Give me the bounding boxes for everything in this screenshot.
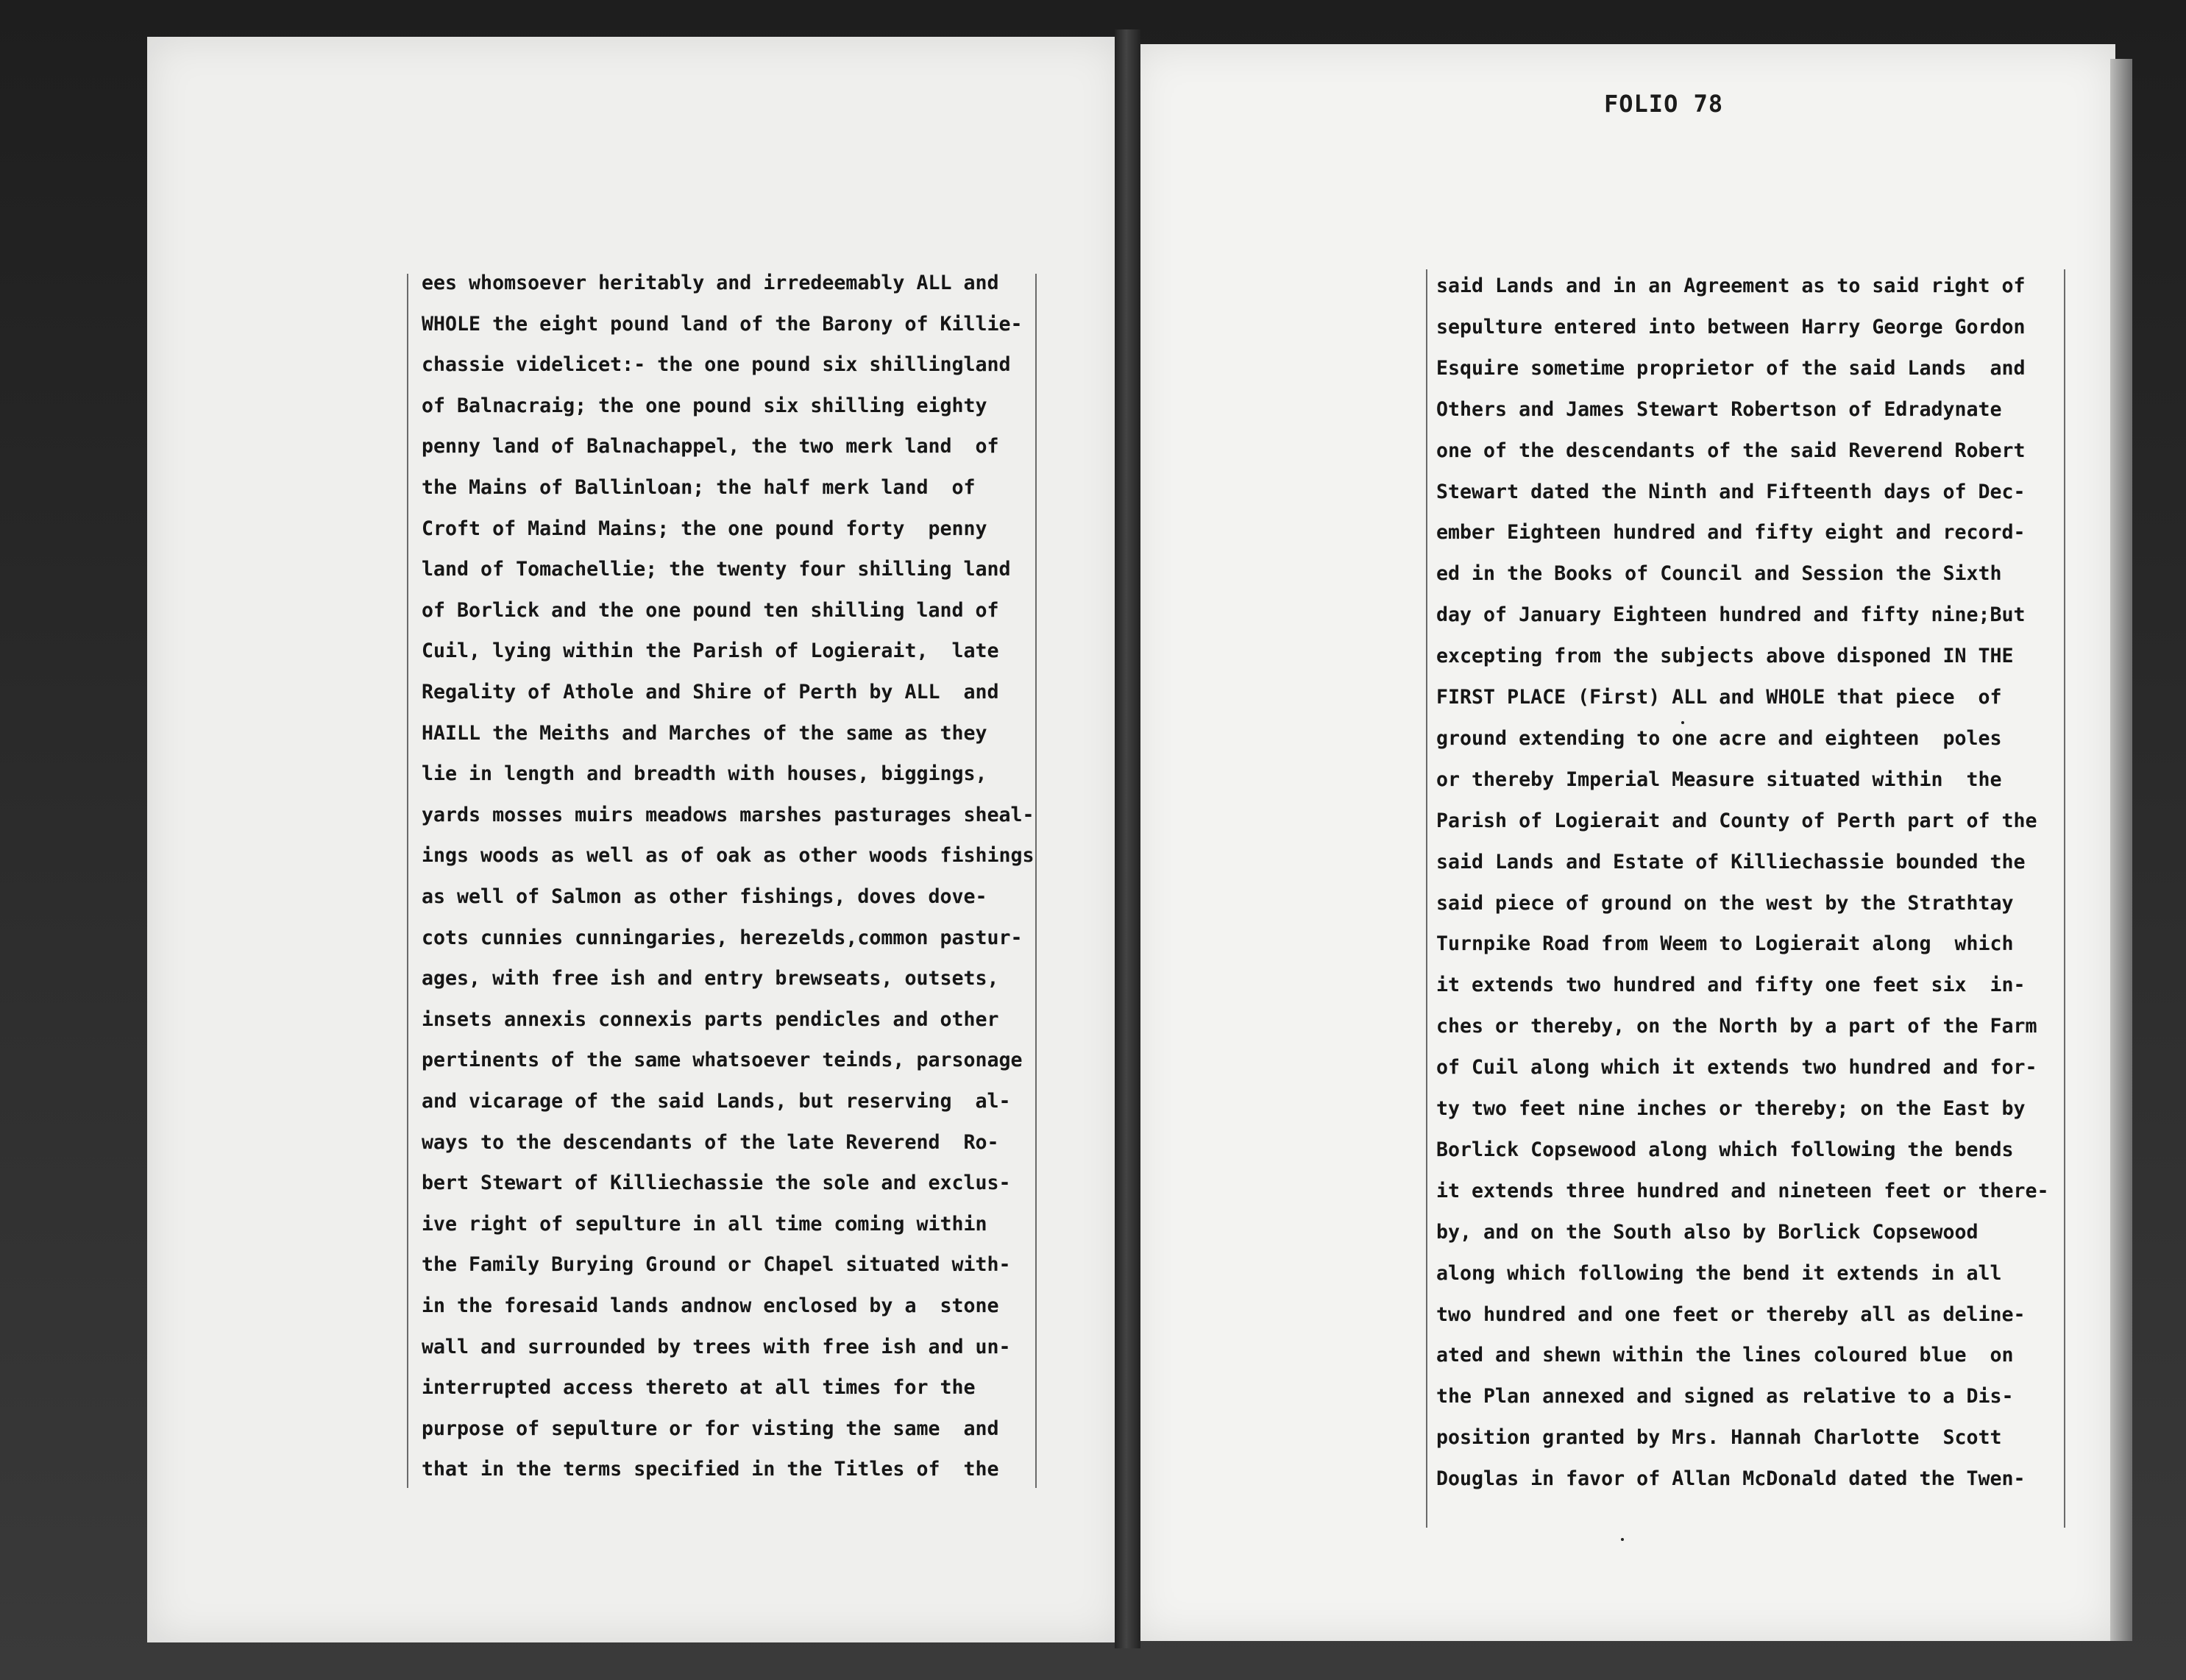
ink-speck — [1621, 1538, 1624, 1541]
text-line: ways to the descendants of the late Reverend Ro- — [422, 1130, 999, 1154]
left-text-column — [407, 274, 1037, 1488]
text-line: Borlick Copsewood along which following the bends — [1436, 1138, 2014, 1161]
text-line: penny land of Balnachappel, the two merk land of — [422, 435, 999, 458]
text-line: interrupted access thereto at all times for the — [422, 1376, 976, 1400]
text-line: Douglas in favor of Allan McDonald dated the Twen- — [1436, 1467, 2026, 1491]
text-line: it extends three hundred and nineteen feet or there- — [1436, 1179, 2049, 1202]
text-line: insets annexis connexis parts pendicles and other — [422, 1007, 999, 1031]
text-line: day of January Eighteen hundred and fifty nine;But — [1436, 603, 2026, 627]
text-line: ember Eighteen hundred and fifty eight and record- — [1436, 521, 2026, 545]
text-line: purpose of sepulture or for visting the same and — [422, 1417, 999, 1440]
text-line: cots cunnies cunningaries, herezelds,common pastur- — [422, 926, 1023, 949]
text-line: the Family Burying Ground or Chapel situated with- — [422, 1253, 1011, 1277]
text-line: pertinents of the same whatsoever teinds, parsonage — [422, 1049, 1023, 1072]
text-line: said piece of ground on the west by the Strathtay — [1436, 891, 2014, 915]
text-line: or thereby Imperial Measure situated within the — [1436, 768, 2002, 791]
text-line: along which following the bend it extends in all — [1436, 1261, 2002, 1285]
text-line: that in the terms specified in the Titles of the — [422, 1458, 999, 1481]
text-line: said Lands and Estate of Killiechassie bounded the — [1436, 850, 2026, 873]
text-line: of Balnacraig; the one pound six shilling eighty — [422, 394, 987, 417]
text-line: Turnpike Road from Weem to Logierait along which — [1436, 932, 2014, 956]
text-line: as well of Salmon as other fishings, doves dove- — [422, 885, 987, 908]
text-line: ages, with free ish and entry brewseats, outsets, — [422, 967, 999, 990]
text-line: wall and surrounded by trees with free ish and un- — [422, 1335, 1011, 1358]
text-line: Regality of Athole and Shire of Perth by ALL and — [422, 681, 999, 703]
text-line: Parish of Logierait and County of Perth part of the — [1436, 809, 2037, 832]
text-line: ated and shewn within the lines coloured blue on — [1436, 1344, 2014, 1367]
text-line: Croft of Maind Mains; the one pound forty penny — [422, 517, 987, 540]
text-line: chassie videlicet:- the one pound six shillingland — [422, 353, 1011, 377]
text-line: ches or thereby, on the North by a part of the Farm — [1436, 1015, 2037, 1038]
text-line: Cuil, lying within the Parish of Logierait, late — [422, 639, 999, 663]
text-line: of Cuil along which it extends two hundred and for- — [1436, 1056, 2037, 1080]
text-line: in the foresaid lands andnow enclosed by a stone — [422, 1294, 999, 1317]
text-line: the Plan annexed and signed as relative to a Dis- — [1436, 1385, 2014, 1408]
text-line: WHOLE the eight pound land of the Barony of Killie- — [422, 312, 1023, 336]
text-line: ees whomsoever heritably and irredeemably ALL and — [422, 272, 999, 294]
text-line: ings woods as well as of oak as other woods fishings — [422, 844, 1035, 868]
folio-number: FOLIO 78 — [1604, 90, 1724, 118]
text-line: Esquire sometime proprietor of the said Lands and — [1436, 356, 2026, 380]
book-gutter — [1115, 29, 1140, 1648]
text-line: and vicarage of the said Lands, but reserving al- — [422, 1090, 1011, 1113]
text-line: bert Stewart of Killiechassie the sole and exclus- — [422, 1172, 1011, 1195]
text-line: yards mosses muirs meadows marshes pasturages sheal- — [422, 803, 1035, 826]
ink-speck — [1681, 721, 1684, 724]
text-line: two hundred and one feet or thereby all as deline- — [1436, 1302, 2026, 1326]
right-text-column — [1426, 269, 2065, 1528]
text-line: said Lands and in an Agreement as to said right of — [1436, 274, 2026, 297]
text-line: HAILL the Meiths and Marches of the same as they — [422, 721, 987, 745]
text-line: of Borlick and the one pound ten shilling land of — [422, 598, 999, 622]
text-line: excepting from the subjects above disponed IN THE — [1436, 645, 2014, 668]
text-line: ty two feet nine inches or thereby; on the East by — [1436, 1097, 2026, 1120]
text-line: lie in length and breadth with houses, biggings, — [422, 762, 987, 786]
text-line: Stewart dated the Ninth and Fifteenth days of Dec- — [1436, 480, 2026, 503]
text-line: Others and James Stewart Robertson of Edradynate — [1436, 397, 2002, 421]
page-edge — [2110, 59, 2132, 1641]
text-line: FIRST PLACE (First) ALL and WHOLE that piece of — [1436, 686, 2002, 709]
text-line: by, and on the South also by Borlick Copsewood — [1436, 1220, 1979, 1244]
text-line: position granted by Mrs. Hannah Charlotte Scott — [1436, 1426, 2002, 1450]
text-line: land of Tomachellie; the twenty four shilling land — [422, 558, 1011, 581]
text-line: one of the descendants of the said Reverend Robert — [1436, 439, 2026, 462]
text-line: ive right of sepulture in all time coming within — [422, 1212, 987, 1236]
text-line: the Mains of Ballinloan; the half merk land of — [422, 476, 976, 499]
text-line: ground extending to one acre and eighteen poles — [1436, 726, 2002, 750]
text-line: ed in the Books of Council and Session the Sixth — [1436, 562, 2002, 586]
text-line: it extends two hundred and fifty one feet six in- — [1436, 974, 2026, 997]
text-line: sepulture entered into between Harry George Gordon — [1436, 315, 2026, 339]
